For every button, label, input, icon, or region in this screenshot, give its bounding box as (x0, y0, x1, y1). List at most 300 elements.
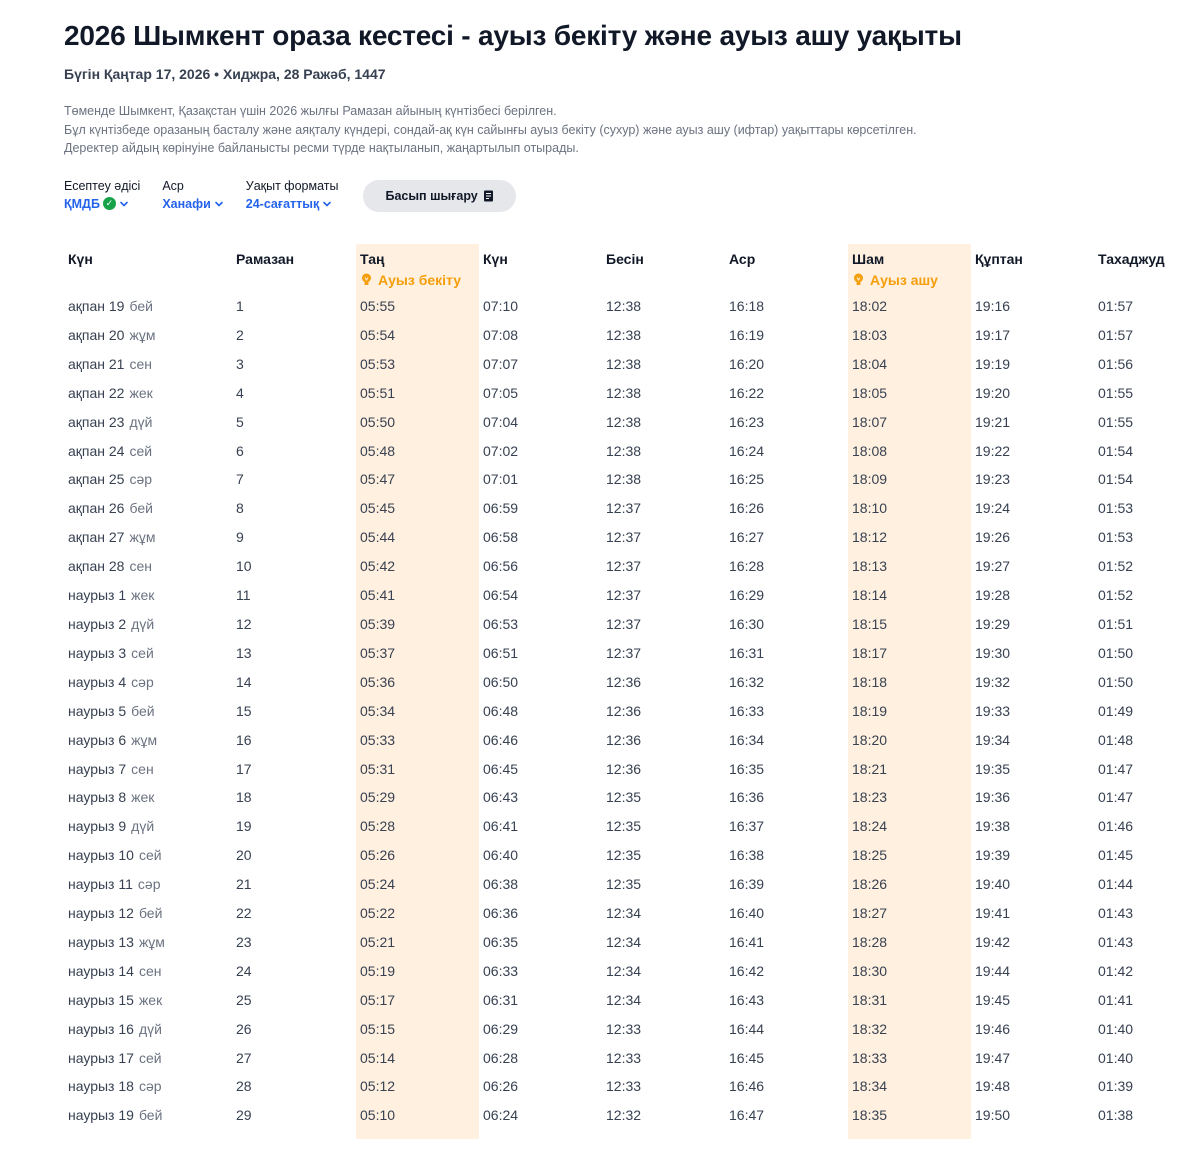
padding-cell (356, 1130, 479, 1139)
tahajjud-time-cell: 01:52 (1098, 587, 1134, 604)
maghrib-time-cell: 18:33 (848, 1044, 971, 1073)
weekday: бей (129, 298, 153, 314)
tahajjud-time-cell: 01:47 (1098, 760, 1134, 777)
table-row (64, 494, 1174, 523)
ramadan-day-cell: 23 (236, 933, 252, 950)
description-line: Бұл күнтізбеде оразаның басталу және аяқталу күндері, сондай-ақ күн сайынғы ауыз бекіту (сухур) және ауыз ашу (ифтар) уақыттары көрсетілген. (64, 122, 917, 137)
fajr-time-cell: 05:15 (356, 1015, 479, 1044)
isha-time-cell: 19:33 (975, 702, 1011, 719)
maghrib-time-cell: 18:25 (848, 841, 971, 870)
tahajjud-time-cell: 01:47 (1098, 789, 1134, 806)
asr-time-cell: 16:44 (729, 1020, 765, 1037)
tahajjud-time-cell: 01:53 (1098, 500, 1134, 517)
sunrise-time-cell: 06:35 (483, 933, 519, 950)
description-line: Деректер айдың көрінуіне байланысты ресми түрде нақтыланып, жаңартылып отырады. (64, 141, 579, 155)
col-header-ramadan: Рамазан (236, 251, 295, 267)
maghrib-time-cell: 18:15 (848, 610, 971, 639)
tahajjud-time-cell: 01:50 (1098, 673, 1134, 690)
iftar-tag: Ауыз ашу (852, 270, 971, 290)
maghrib-time-cell: 18:05 (848, 379, 971, 408)
padding-cell (848, 1130, 971, 1139)
tahajjud-time-cell: 01:57 (1098, 326, 1134, 343)
weekday: жұм (138, 933, 165, 950)
print-button[interactable] (363, 180, 515, 212)
maghrib-time-cell: 18:23 (848, 783, 971, 812)
sunrise-time-cell: 06:38 (483, 876, 519, 893)
padding-cell (479, 1130, 602, 1139)
tahajjud-time-cell: 01:55 (1098, 384, 1134, 401)
time-format-value: 24-сағаттық (245, 196, 320, 211)
fajr-time-cell: 05:48 (356, 437, 479, 466)
table-row (64, 350, 1174, 379)
ramadan-day-cell: 17 (236, 760, 252, 777)
weekday: жек (131, 587, 155, 604)
asr-time-cell: 16:41 (729, 933, 765, 950)
weekday: сей (131, 644, 154, 661)
gregorian-date: ақпан 21 (68, 355, 125, 372)
ramadan-day-cell: 5 (236, 413, 244, 430)
ramadan-day-cell: 27 (236, 1049, 252, 1066)
dhuhr-time-cell: 12:34 (606, 933, 642, 950)
tahajjud-time-cell: 01:46 (1098, 818, 1134, 835)
ramadan-day-cell: 22 (236, 905, 252, 922)
fajr-time-cell: 05:34 (356, 697, 479, 726)
dhuhr-time-cell: 12:38 (606, 442, 642, 459)
ramadan-day-cell: 1 (236, 298, 244, 314)
tahajjud-time-cell: 01:49 (1098, 702, 1134, 719)
gregorian-date: наурыз 3 (68, 644, 127, 661)
table-row (64, 928, 1174, 957)
gregorian-date: наурыз 6 (68, 731, 127, 748)
fajr-time-cell: 05:47 (356, 465, 479, 494)
isha-time-cell: 19:41 (975, 905, 1011, 922)
sunrise-time-cell: 06:29 (483, 1020, 519, 1037)
sunrise-time-cell: 07:01 (483, 471, 519, 488)
dhuhr-time-cell: 12:38 (606, 471, 642, 488)
maghrib-time-cell: 18:08 (848, 437, 971, 466)
fajr-time-cell: 05:36 (356, 668, 479, 697)
description-line: Төменде Шымкент, Қазақстан үшін 2026 жылғы Рамазан айының күнтізбесі берілген. (64, 104, 557, 118)
dhuhr-time-cell: 12:37 (606, 615, 642, 632)
ramadan-day-cell: 25 (236, 991, 252, 1008)
col-header-asr: Аср (729, 251, 756, 267)
dhuhr-time-cell: 12:37 (606, 644, 642, 661)
settings-bar (64, 178, 1200, 222)
sunrise-time-cell: 06:48 (483, 702, 519, 719)
sunrise-time-cell: 07:08 (483, 326, 519, 343)
col-header-day: Күн (68, 251, 93, 267)
isha-time-cell: 19:26 (975, 529, 1011, 546)
gregorian-date: наурыз 9 (68, 818, 127, 835)
table-header-row (64, 244, 1174, 290)
isha-time-cell: 19:36 (975, 789, 1011, 806)
suhur-tag: Ауыз бекіту (360, 270, 479, 290)
ramadan-day-cell: 4 (236, 384, 244, 401)
gregorian-date: наурыз 5 (68, 702, 127, 719)
verified-check-icon: ✓ (103, 197, 116, 210)
asr-control (162, 178, 223, 214)
sunrise-time-cell: 06:51 (483, 644, 519, 661)
table-row (64, 986, 1174, 1015)
isha-time-cell: 19:23 (975, 471, 1011, 488)
maghrib-time-cell: 18:13 (848, 552, 971, 581)
method-label: Есептеу әдісі (64, 178, 141, 193)
col-header-isha: Құптан (975, 251, 1023, 267)
maghrib-time-cell: 18:14 (848, 581, 971, 610)
maghrib-time-cell: 18:09 (848, 465, 971, 494)
date-cell (64, 957, 232, 986)
table-row (64, 726, 1174, 755)
isha-time-cell: 19:50 (975, 1107, 1011, 1124)
weekday: дүй (131, 818, 155, 835)
weekday: сәр (137, 876, 161, 893)
tahajjud-time-cell: 01:42 (1098, 962, 1134, 979)
gregorian-date: наурыз 12 (68, 905, 134, 922)
tahajjud-time-cell: 01:43 (1098, 905, 1134, 922)
chevron-down-icon (119, 199, 129, 209)
col-header-maghrib: Шам Ауыз ашу (848, 244, 971, 290)
asr-value: Ханафи (162, 196, 211, 211)
fajr-time-cell: 05:10 (356, 1101, 479, 1130)
table-row (64, 321, 1174, 350)
fajr-time-cell: 05:50 (356, 408, 479, 437)
gregorian-date: наурыз 17 (68, 1049, 134, 1066)
tahajjud-time-cell: 01:53 (1098, 529, 1134, 546)
sunrise-time-cell: 06:59 (483, 500, 519, 517)
tahajjud-time-cell: 01:56 (1098, 355, 1134, 372)
maghrib-time-cell: 18:20 (848, 726, 971, 755)
maghrib-time-cell: 18:30 (848, 957, 971, 986)
tahajjud-time-cell: 01:38 (1098, 1107, 1134, 1124)
fajr-time-cell: 05:55 (356, 290, 479, 321)
maghrib-time-cell: 18:07 (848, 408, 971, 437)
ramadan-day-cell: 3 (236, 355, 244, 372)
lightbulb-icon (360, 273, 373, 287)
date-cell (64, 697, 232, 726)
dhuhr-time-cell: 12:34 (606, 991, 642, 1008)
fajr-time-cell: 05:24 (356, 870, 479, 899)
date-cell (64, 465, 232, 494)
weekday: сей (138, 1049, 162, 1066)
sunrise-time-cell: 06:43 (483, 789, 519, 806)
lightbulb-icon (852, 273, 865, 287)
date-cell (64, 639, 232, 668)
table-row (64, 523, 1174, 552)
isha-time-cell: 19:39 (975, 847, 1011, 864)
date-cell (64, 726, 232, 755)
table-row (64, 290, 1174, 321)
fajr-time-cell: 05:44 (356, 523, 479, 552)
dhuhr-time-cell: 12:35 (606, 876, 642, 893)
fajr-time-cell: 05:19 (356, 957, 479, 986)
date-cell (64, 899, 232, 928)
table-row (64, 379, 1174, 408)
padding-cell (971, 1130, 1094, 1139)
gregorian-date: ақпан 20 (68, 326, 125, 343)
weekday: сен (129, 558, 153, 575)
asr-time-cell: 16:31 (729, 644, 765, 661)
fajr-time-cell: 05:22 (356, 899, 479, 928)
maghrib-time-cell: 18:12 (848, 523, 971, 552)
dhuhr-time-cell: 12:36 (606, 702, 642, 719)
tahajjud-time-cell: 01:54 (1098, 442, 1134, 459)
table-row (64, 465, 1174, 494)
tahajjud-time-cell: 01:41 (1098, 991, 1134, 1008)
asr-time-cell: 16:32 (729, 673, 765, 690)
gregorian-date: наурыз 14 (68, 962, 134, 979)
sunrise-time-cell: 06:53 (483, 615, 519, 632)
ramadan-day-cell: 13 (236, 644, 252, 661)
col-header-tahajjud: Тахаджуд (1098, 251, 1165, 267)
sunrise-time-cell: 06:46 (483, 731, 519, 748)
isha-time-cell: 19:42 (975, 933, 1011, 950)
fajr-time-cell: 05:37 (356, 639, 479, 668)
gregorian-date: наурыз 15 (68, 991, 134, 1008)
sunrise-time-cell: 06:26 (483, 1078, 519, 1095)
sunrise-time-cell: 06:45 (483, 760, 519, 777)
date-cell (64, 841, 232, 870)
gregorian-date: ақпан 27 (68, 529, 125, 546)
table-row (64, 1101, 1174, 1130)
asr-time-cell: 16:45 (729, 1049, 765, 1066)
ramadan-day-cell: 6 (236, 442, 244, 459)
weekday: сен (129, 355, 153, 372)
asr-label: Аср (162, 178, 184, 193)
asr-time-cell: 16:22 (729, 384, 765, 401)
fajr-time-cell: 05:53 (356, 350, 479, 379)
asr-time-cell: 16:19 (729, 326, 765, 343)
print-button-label: Басып шығару (385, 188, 478, 203)
weekday: дүй (131, 615, 155, 632)
isha-time-cell: 19:28 (975, 587, 1011, 604)
fajr-time-cell: 05:26 (356, 841, 479, 870)
isha-time-cell: 19:20 (975, 384, 1011, 401)
table-row (64, 1072, 1174, 1101)
isha-time-cell: 19:29 (975, 615, 1011, 632)
dhuhr-time-cell: 12:38 (606, 298, 642, 314)
ramadan-day-cell: 12 (236, 615, 252, 632)
gregorian-date: наурыз 8 (68, 789, 127, 806)
gregorian-date: наурыз 11 (68, 876, 133, 893)
tahajjud-time-cell: 01:50 (1098, 644, 1134, 661)
date-cell (64, 350, 232, 379)
chevron-down-icon (214, 199, 224, 209)
date-cell (64, 1072, 232, 1101)
asr-time-cell: 16:35 (729, 760, 765, 777)
maghrib-time-cell: 18:31 (848, 986, 971, 1015)
table-row (64, 1044, 1174, 1073)
gregorian-date: ақпан 19 (68, 298, 125, 314)
ramadan-day-cell: 10 (236, 558, 252, 575)
gregorian-date: наурыз 18 (68, 1078, 134, 1095)
table-row (64, 581, 1174, 610)
weekday: сей (129, 442, 153, 459)
maghrib-time-cell: 18:27 (848, 899, 971, 928)
time-format-control (246, 178, 339, 214)
padding-cell (64, 1130, 232, 1139)
ramadan-day-cell: 20 (236, 847, 252, 864)
asr-time-cell: 16:23 (729, 413, 765, 430)
isha-time-cell: 19:17 (975, 326, 1011, 343)
tahajjud-time-cell: 01:40 (1098, 1020, 1134, 1037)
isha-time-cell: 19:48 (975, 1078, 1011, 1095)
asr-time-cell: 16:36 (729, 789, 765, 806)
gregorian-date: наурыз 1 (68, 587, 127, 604)
table-row (64, 437, 1174, 466)
table-row (64, 870, 1174, 899)
date-cell (64, 290, 232, 321)
gregorian-date: ақпан 23 (68, 413, 125, 430)
dhuhr-time-cell: 12:38 (606, 355, 642, 372)
fajr-time-cell: 05:12 (356, 1072, 479, 1101)
weekday: сен (138, 962, 162, 979)
isha-time-cell: 19:45 (975, 991, 1011, 1008)
sunrise-time-cell: 07:07 (483, 355, 519, 372)
ramadan-day-cell: 26 (236, 1020, 252, 1037)
table-row (64, 552, 1174, 581)
weekday: сәр (129, 471, 153, 488)
isha-time-cell: 19:24 (975, 500, 1011, 517)
weekday: бей (131, 702, 155, 719)
fajr-time-cell: 05:45 (356, 494, 479, 523)
sunrise-time-cell: 06:33 (483, 962, 519, 979)
isha-time-cell: 19:27 (975, 558, 1011, 575)
asr-time-cell: 16:40 (729, 905, 765, 922)
weekday: дүй (129, 413, 153, 430)
maghrib-time-cell: 18:35 (848, 1101, 971, 1130)
fajr-time-cell: 05:28 (356, 812, 479, 841)
tahajjud-time-cell: 01:57 (1098, 298, 1134, 314)
gregorian-date: наурыз 7 (68, 760, 127, 777)
dhuhr-time-cell: 12:32 (606, 1107, 642, 1124)
fajr-time-cell: 05:17 (356, 986, 479, 1015)
dhuhr-time-cell: 12:38 (606, 413, 642, 430)
weekday: дүй (138, 1020, 162, 1037)
table-row (64, 1015, 1174, 1044)
asr-time-cell: 16:18 (729, 298, 765, 314)
tahajjud-time-cell: 01:43 (1098, 933, 1134, 950)
isha-time-cell: 19:32 (975, 673, 1011, 690)
today-date: Бүгін Қаңтар 17, 2026 • Хиджра, 28 Ражәб, 1447 (64, 66, 386, 82)
dhuhr-time-cell: 12:35 (606, 818, 642, 835)
weekday: жек (129, 384, 153, 401)
dhuhr-time-cell: 12:37 (606, 500, 642, 517)
method-dropdown[interactable] (64, 194, 140, 214)
ramadan-day-cell: 18 (236, 789, 252, 806)
weekday: сәр (138, 1078, 162, 1095)
isha-time-cell: 19:44 (975, 962, 1011, 979)
isha-time-cell: 19:38 (975, 818, 1011, 835)
ramadan-day-cell: 15 (236, 702, 252, 719)
maghrib-time-cell: 18:26 (848, 870, 971, 899)
time-format-label: Уақыт форматы (245, 178, 339, 193)
sunrise-time-cell: 06:24 (483, 1107, 519, 1124)
date-cell (64, 783, 232, 812)
ramadan-day-cell: 16 (236, 731, 252, 748)
ramadan-day-cell: 11 (236, 587, 251, 604)
dhuhr-time-cell: 12:35 (606, 847, 642, 864)
time-format-dropdown[interactable] (246, 194, 339, 214)
table-row (64, 755, 1174, 784)
dhuhr-time-cell: 12:37 (606, 587, 642, 604)
dhuhr-time-cell: 12:36 (606, 731, 642, 748)
ramadan-day-cell: 28 (236, 1078, 252, 1095)
col-header-sunrise: Күн (483, 251, 508, 267)
date-cell (64, 986, 232, 1015)
sunrise-time-cell: 06:56 (483, 558, 519, 575)
table-row (64, 957, 1174, 986)
tahajjud-time-cell: 01:44 (1098, 876, 1134, 893)
ramadan-day-cell: 14 (236, 673, 252, 690)
sunrise-time-cell: 06:58 (483, 529, 519, 546)
weekday: бей (138, 905, 163, 922)
padding-cell (1094, 1130, 1174, 1139)
gregorian-date: ақпан 28 (68, 558, 125, 575)
isha-time-cell: 19:40 (975, 876, 1011, 893)
tahajjud-time-cell: 01:48 (1098, 731, 1134, 748)
fajr-time-cell: 05:29 (356, 783, 479, 812)
method-control (64, 178, 140, 214)
asr-time-cell: 16:33 (729, 702, 765, 719)
table-row (64, 697, 1174, 726)
sunrise-time-cell: 07:10 (483, 298, 519, 314)
tahajjud-time-cell: 01:52 (1098, 558, 1134, 575)
weekday: сен (131, 760, 154, 777)
dhuhr-time-cell: 12:38 (606, 384, 642, 401)
asr-time-cell: 16:46 (729, 1078, 765, 1095)
sunrise-time-cell: 06:36 (483, 905, 519, 922)
document-icon (483, 190, 494, 202)
date-cell (64, 610, 232, 639)
weekday: сәр (131, 673, 154, 690)
asr-time-cell: 16:42 (729, 962, 765, 979)
asr-dropdown[interactable] (162, 194, 223, 214)
asr-time-cell: 16:29 (729, 587, 765, 604)
method-value: ҚМДБ (64, 196, 100, 211)
dhuhr-time-cell: 12:33 (606, 1020, 642, 1037)
tahajjud-time-cell: 01:55 (1098, 413, 1134, 430)
maghrib-time-cell: 18:03 (848, 321, 971, 350)
date-cell (64, 321, 232, 350)
padding-cell (725, 1130, 848, 1139)
gregorian-date: наурыз 16 (68, 1020, 134, 1037)
dhuhr-time-cell: 12:33 (606, 1049, 642, 1066)
sunrise-time-cell: 07:05 (483, 384, 519, 401)
maghrib-time-cell: 18:19 (848, 697, 971, 726)
asr-time-cell: 16:37 (729, 818, 765, 835)
maghrib-time-cell: 18:18 (848, 668, 971, 697)
ramadan-day-cell: 19 (236, 818, 252, 835)
gregorian-date: наурыз 4 (68, 673, 127, 690)
date-cell (64, 523, 232, 552)
ramadan-calendar-table (64, 244, 1174, 1139)
asr-time-cell: 16:25 (729, 471, 765, 488)
asr-time-cell: 16:27 (729, 529, 765, 546)
chevron-down-icon (322, 199, 332, 209)
asr-time-cell: 16:24 (729, 442, 765, 459)
gregorian-date: ақпан 24 (68, 442, 125, 459)
date-cell (64, 379, 232, 408)
table-row (64, 639, 1174, 668)
dhuhr-time-cell: 12:36 (606, 673, 642, 690)
sunrise-time-cell: 06:31 (483, 991, 519, 1008)
dhuhr-time-cell: 12:38 (606, 326, 642, 343)
asr-time-cell: 16:30 (729, 615, 765, 632)
fajr-time-cell: 05:42 (356, 552, 479, 581)
sunrise-time-cell: 06:41 (483, 818, 519, 835)
weekday: жұм (129, 326, 156, 343)
date-cell (64, 552, 232, 581)
